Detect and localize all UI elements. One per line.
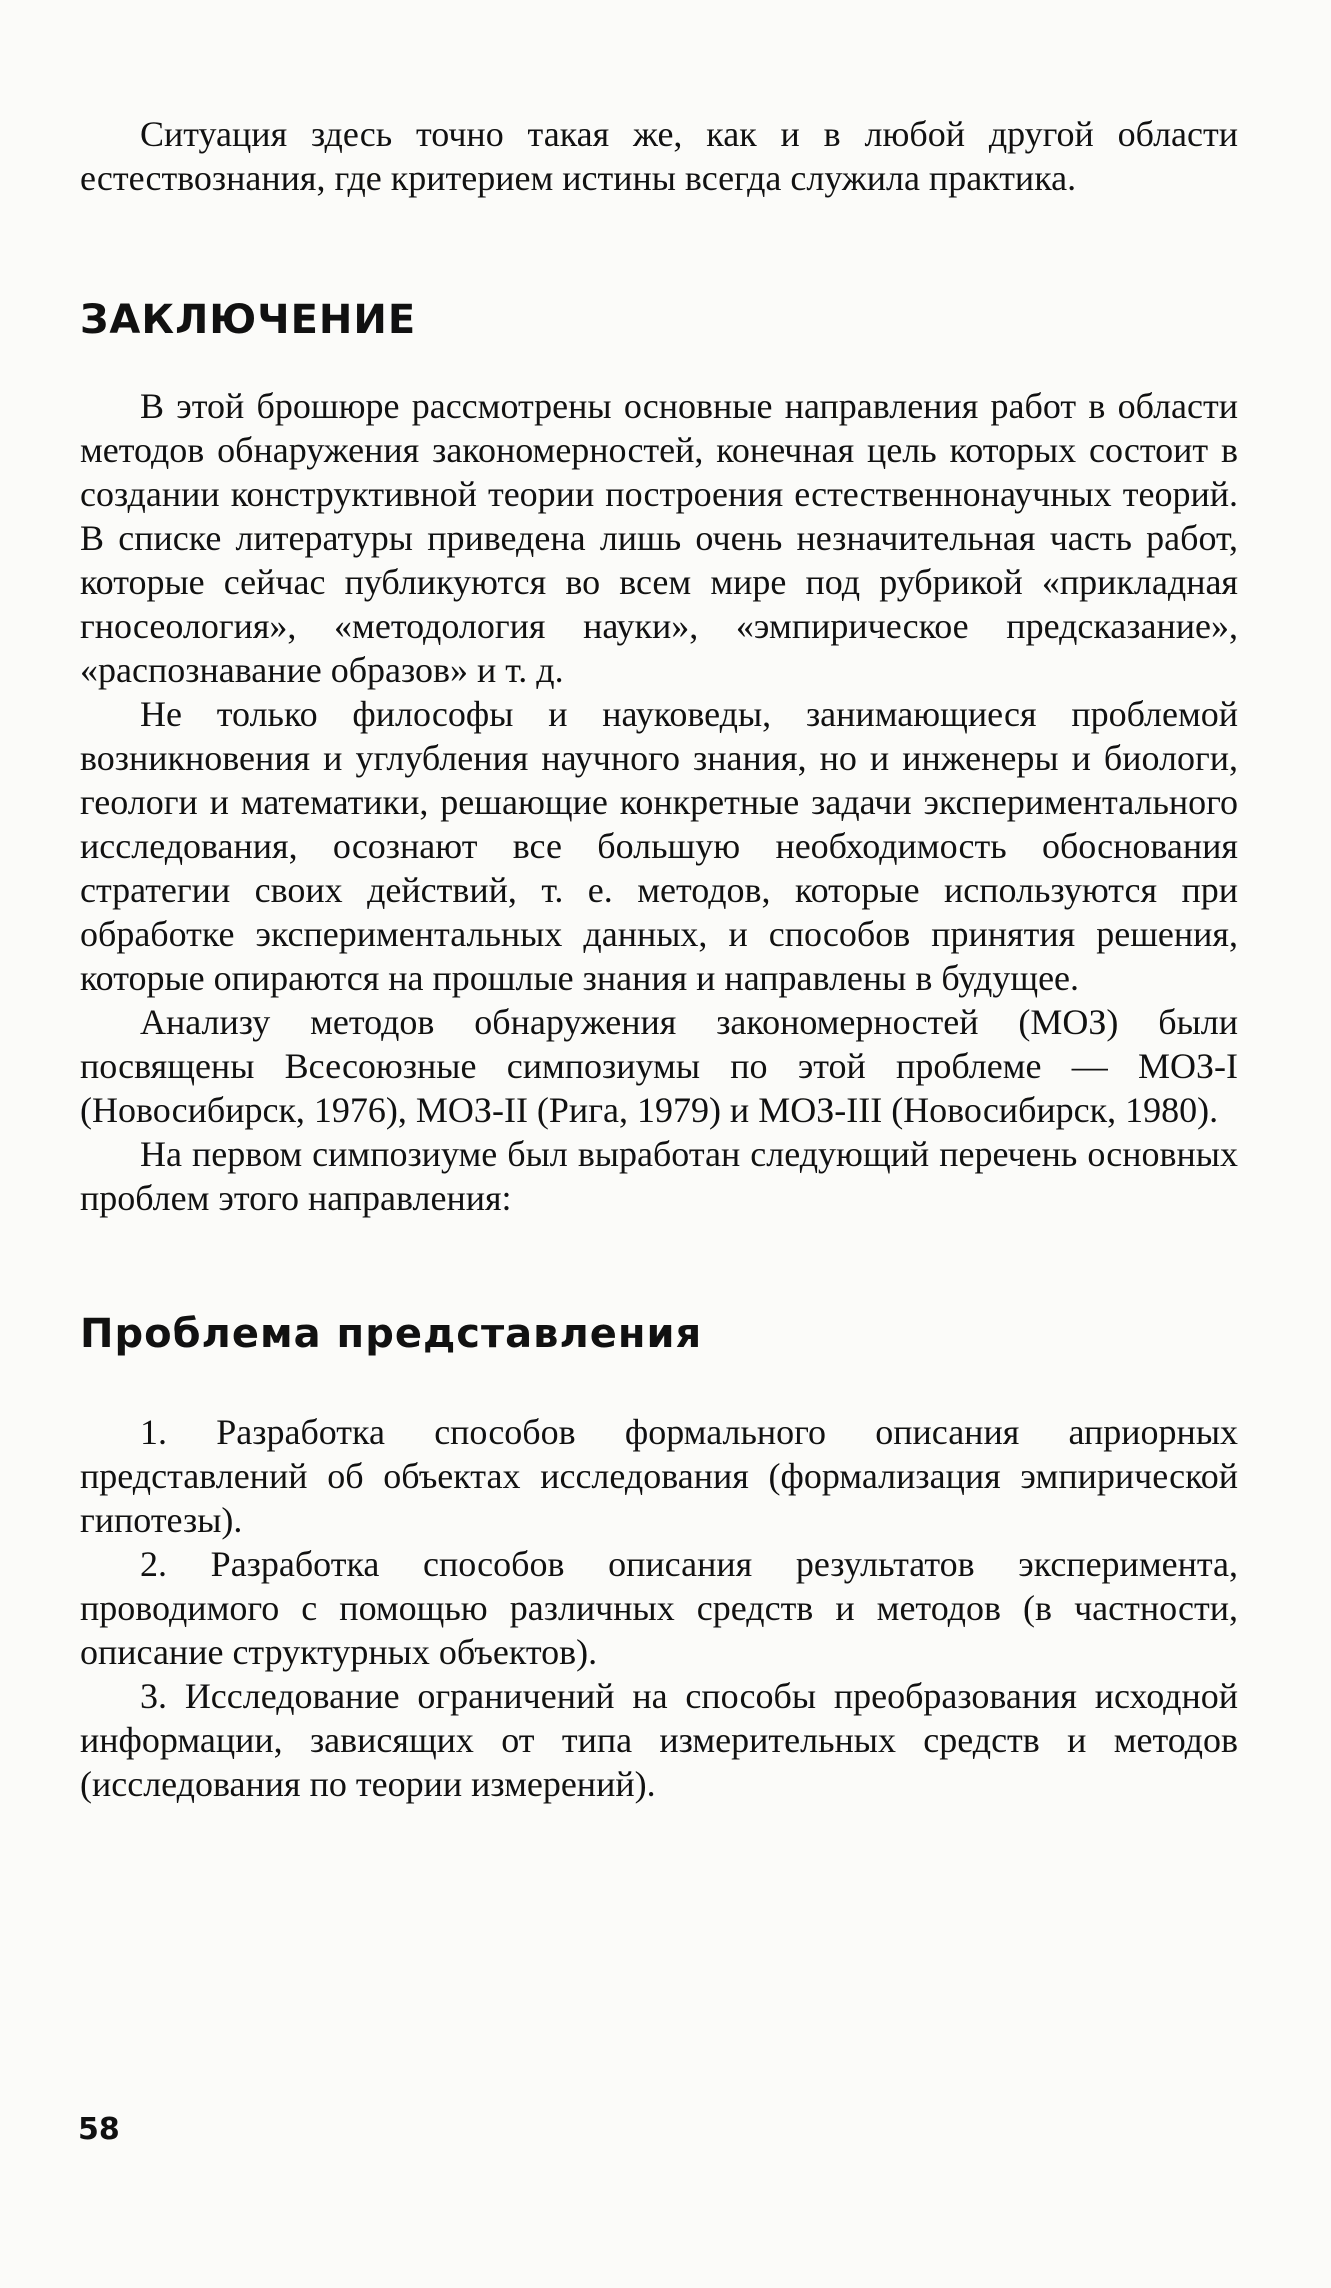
problem-item-2: 2. Разработка способов описания результатов эксперимента, проводимого с помощью различных средств и методов (в частности, описание структурных объектов). [80,1544,1238,1672]
conclusion-paragraph-2: Не только философы и науковеды, занимающиеся проблемой возникновения и углубления научного знания, но и инженеры и биологи, геологи и математики, решающие конкретные задачи экспериментального исследования, осознают все большую необходимость обоснования стратегии своих действий, т. е. методов, которые используются при обработке экспериментальных данных, и способов принятия решения, которые опираются на прошлые знания и направлены в будущее. [80,694,1238,998]
problem-item-3: 3. Исследование ограничений на способы преобразования исходной информации, зависящих от типа измерительных средств и методов (исследования по теории измерений). [80,1676,1238,1804]
section-title: ЗАКЛЮЧЕНИЕ [80,297,417,343]
subsection-title: Проблема представления [80,1311,703,1357]
conclusion-paragraph-1: В этой брошюре рассмотрены основные направления работ в области методов обнаружения закономерностей, конечная цель которых состоит в создании конструктивной теории построения естественнонаучных теорий. В списке литературы приведена лишь очень незначительная часть работ, которые сейчас публикуются во всем мире под рубрикой «прикладная гносеология», «методология науки», «эмпирическое предсказание», «распознавание образов» и т. д. [80,386,1238,690]
conclusion-paragraph-4: На первом симпозиуме был выработан следующий перечень основных проблем этого направления: [80,1134,1238,1218]
text-column [80,112,1238,1806]
page-number: 58 [78,2112,120,2147]
problem-list [80,1410,1238,1806]
intro-paragraph: Ситуация здесь точно такая же, как и в любой другой области естествознания, где критерием истины всегда служила практика. [80,114,1238,198]
problem-item-1: 1. Разработка способов формального описания априорных представлений об объектах исследования (формализация эмпирической гипотезы). [80,1412,1238,1540]
conclusion-paragraph-3: Анализу методов обнаружения закономерностей (МОЗ) были посвящены Всесоюзные симпозиумы по этой проблеме — МОЗ-I (Новосибирск, 1976), МОЗ-II (Рига, 1979) и МОЗ-III (Новосибирск, 1980). [80,1002,1238,1130]
